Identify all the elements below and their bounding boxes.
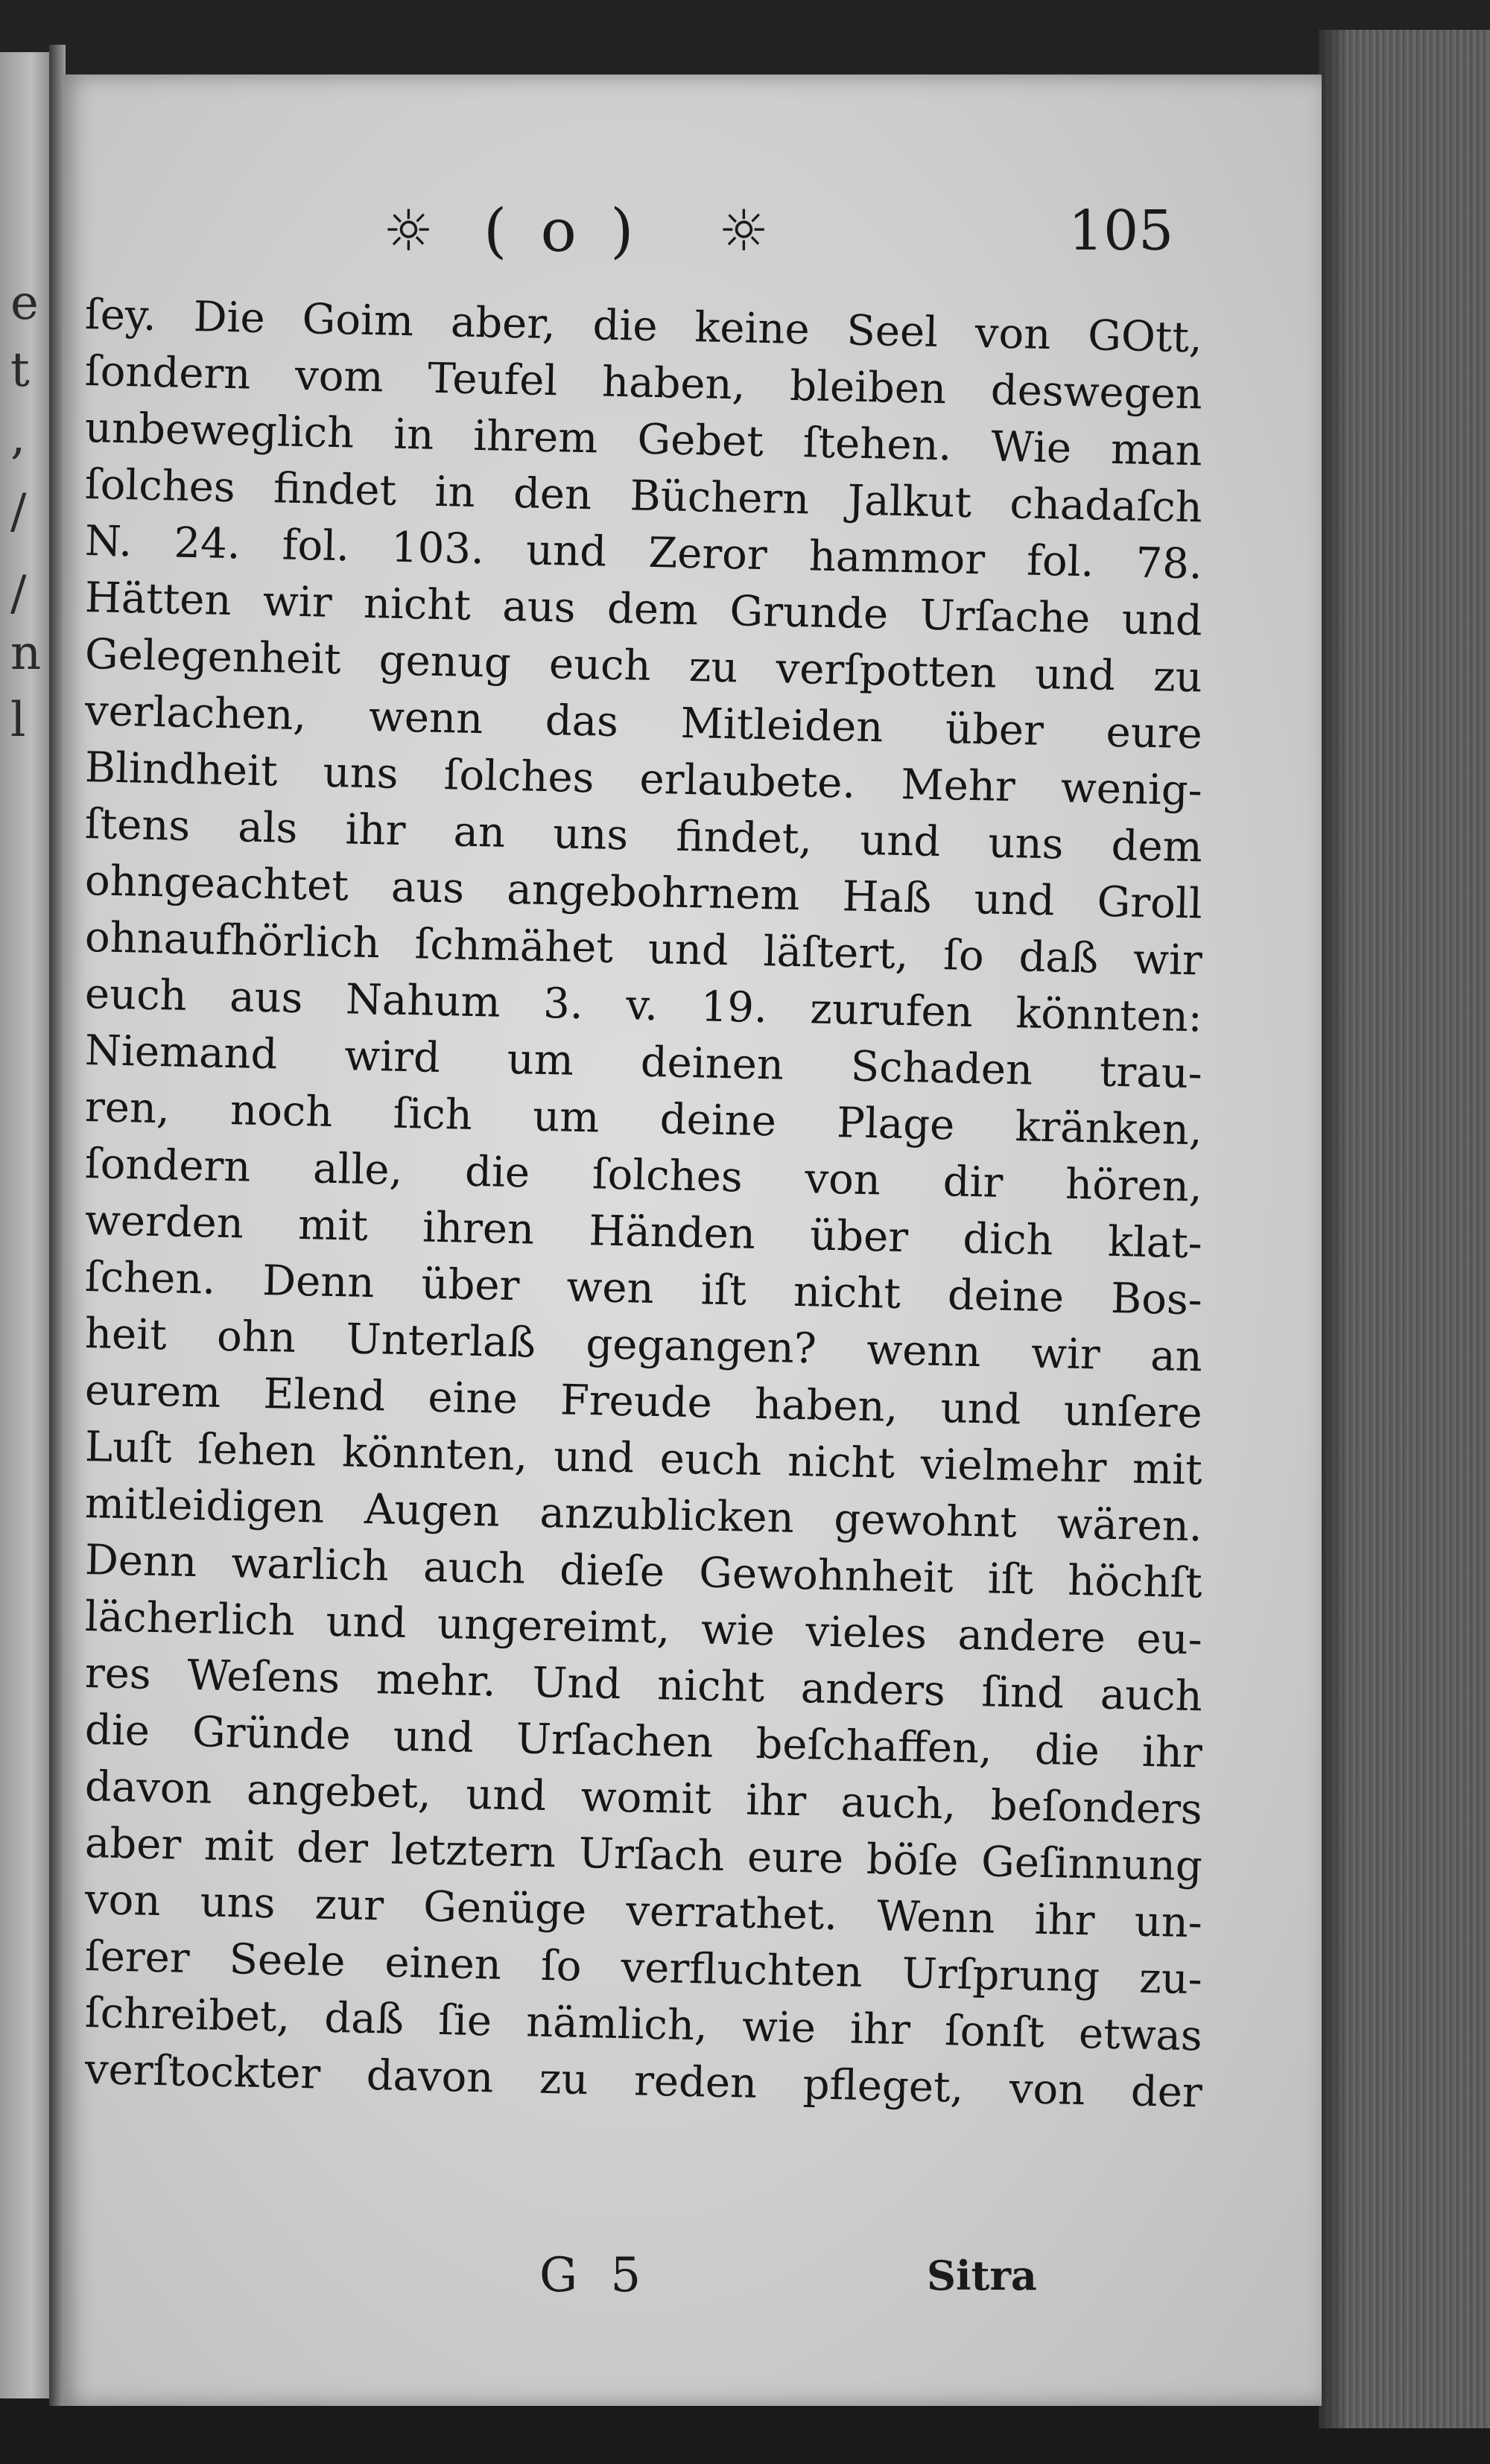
text-line: lächerlich und ungereimt, wie vieles andere eu-: [84, 1593, 1203, 1665]
text-line: die Gründe und Urſachen beſchaffen, die ihr: [84, 1706, 1203, 1778]
ornament-sun-icon: ☼: [383, 197, 434, 264]
text-line: Niemand wird um deinen Schaden trau-: [84, 1026, 1203, 1099]
page-footer: [63, 2238, 1322, 2313]
page-number: 105: [1068, 199, 1174, 263]
text-line: res Weſens mehr. Und nicht anders ſind auch: [84, 1649, 1203, 1721]
text-line: verlachen, wenn das Mitleiden über eure: [84, 687, 1203, 759]
text-line: ren, noch ſich um deine Plage kränken,: [84, 1083, 1203, 1155]
text-line: ohngeachtet aus angebohrnem Haß und Groll: [84, 857, 1203, 929]
facing-page-fragment: ,: [10, 410, 26, 465]
text-line: ſerer Seele einen ſo verfluchten Urſprung zu-: [84, 1932, 1203, 2004]
text-line: ſchen. Denn über wen iſt nicht deine Bos-: [84, 1253, 1203, 1325]
text-line: unbeweglich in ihrem Gebet ſtehen. Wie man: [84, 404, 1203, 476]
catchword: Sitra: [927, 2252, 1037, 2299]
facing-page-fragment: /: [10, 566, 27, 621]
text-line: aber mit der letztern Urſach eure böſe Geſinnung: [84, 1819, 1203, 1891]
text-line: verſtockter davon zu reden pfleget, von der: [84, 2045, 1203, 2118]
text-line: ohnaufhörlich ſchmähet und läſtert, ſo daß wir: [84, 913, 1203, 985]
text-line: Hätten wir nicht aus dem Grunde Urſache und: [84, 574, 1203, 646]
body-text: [84, 287, 1203, 2118]
text-line: ſtens als ihr an uns findet, und uns dem: [84, 800, 1203, 872]
facing-page-edge: [0, 52, 52, 2398]
text-line: mitleidigen Augen anzublicken gewohnt wären.: [84, 1479, 1203, 1552]
text-line: von uns zur Genüge verrathet. Wenn ihr un-: [84, 1876, 1203, 1948]
ornament-sun-icon: ☼: [718, 197, 770, 264]
facing-page-fragment: /: [10, 484, 27, 539]
page-edge-shadow: [1319, 30, 1348, 2428]
text-line: Denn warlich auch dieſe Gewohnheit iſt höchſt: [84, 1536, 1203, 1608]
header-mark: ( o ): [484, 196, 641, 265]
facing-page-fragment: l: [10, 693, 26, 748]
text-line: N. 24. fol. 103. und Zeror hammor fol. 78.: [84, 517, 1203, 589]
text-line: Luſt ſehen könnten, und euch nicht vielmehr mit: [84, 1423, 1203, 1495]
text-line: euch aus Nahum 3. v. 19. zurufen könnten:: [84, 970, 1203, 1042]
text-line: ſey. Die Goim aber, die keine Seel von GOtt,: [84, 290, 1203, 363]
text-line: ſchreibet, daß ſie nämlich, wie ihr ſonſt etwas: [84, 1989, 1203, 2061]
text-line: eurem Elend eine Freude haben, und unſere: [84, 1366, 1203, 1438]
text-line: ſolches findet in den Büchern Jalkut chadaſch: [84, 460, 1203, 533]
text-line: werden mit ihren Händen über dich klat-: [84, 1196, 1203, 1268]
signature-mark: G 5: [539, 2248, 650, 2303]
text-line: Blindheit uns ſolches erlaubete. Mehr wenig-: [84, 743, 1203, 816]
text-line: ſondern vom Teufel haben, bleiben deswegen: [84, 347, 1203, 419]
text-line: heit ohn Unterlaß gegangen? wenn wir an: [84, 1309, 1203, 1382]
page-header: [63, 186, 1322, 276]
text-line: ſondern alle, die ſolches von dir hören,: [84, 1140, 1203, 1212]
text-line: Gelegenheit genug euch zu verſpotten und zu: [84, 630, 1203, 702]
facing-page-fragment: e: [10, 276, 39, 331]
book-page: [63, 74, 1322, 2406]
text-line: davon angebet, und womit ihr auch, beſonders: [84, 1762, 1203, 1835]
facing-page-fragment: t: [10, 343, 30, 398]
facing-page-fragment: n: [10, 626, 42, 681]
